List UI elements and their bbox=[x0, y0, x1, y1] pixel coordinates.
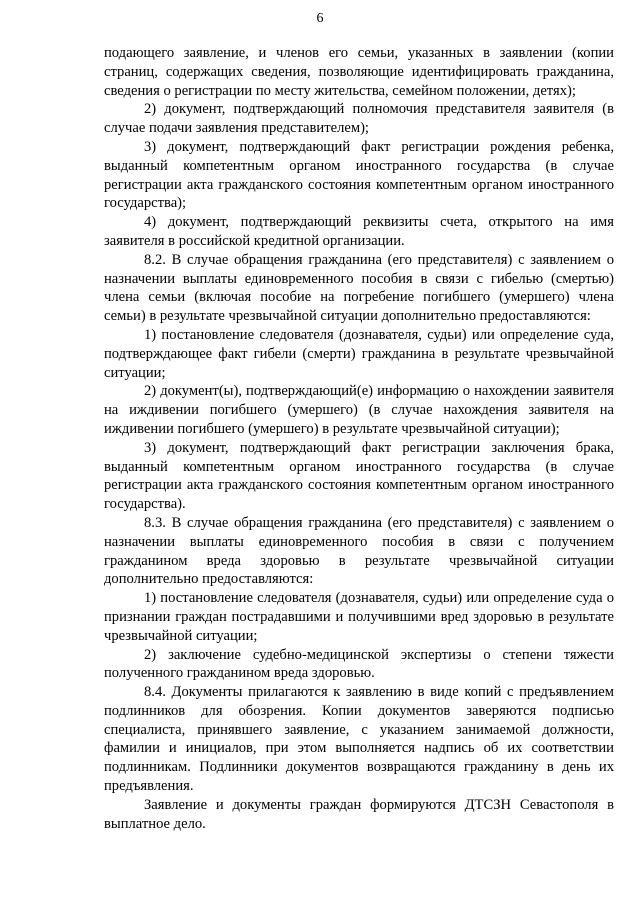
paragraph: 2) документ(ы), подтверждающий(е) информацию о нахождении заявителя на иждивении погибшего (умершего) (в случае нахождения заявителя на иждивении погибшего (умершего) в результате чрезвычайной ситуации); bbox=[104, 383, 614, 437]
paragraph: Заявление и документы граждан формируются ДТСЗН Севастополя в выплатное дело. bbox=[104, 796, 614, 832]
paragraph: 3) документ, подтверждающий факт регистрации заключения брака, выданный компетентным органом иностранного государства (в случае регистрации акта гражданского состояния компетентным органом иностранного государства). bbox=[104, 439, 614, 513]
paragraph: 1) постановление следователя (дознавателя, судьи) или определение суда, подтверждающее факт гибели (смерти) гражданина в результате чрезвычайной ситуации; bbox=[104, 326, 614, 381]
paragraph: 3) документ, подтверждающий факт регистрации рождения ребенка, выданный компетентным органом иностранного государства (в случае регистрации акта гражданского состояния компетентным органом иностранного государства); bbox=[104, 138, 614, 212]
paragraph: 2) документ, подтверждающий полномочия представителя заявителя (в случае подачи заявления представителем); bbox=[104, 101, 614, 137]
paragraph: 1) постановление следователя (дознавателя, судьи) или определение суда о признании граждан пострадавшими и получившими вред здоровью в результате чрезвычайной ситуации; bbox=[104, 590, 614, 644]
paragraph: 4) документ, подтверждающий реквизиты счета, открытого на имя заявителя в российской кредитной организации. bbox=[104, 214, 614, 249]
paragraph: 8.2. В случае обращения гражданина (его представителя) с заявлением о назначении выплаты единовременного пособия в связи с гибелью (смертью) члена семьи (включая пособие на погребение погибшего (умершего) члена семьи) в результате чрезвычайной ситуации дополнительно предоставляются: bbox=[104, 251, 614, 325]
paragraph: 8.4. Документы прилагаются к заявлению в виде копий с предъявлением подлинников для обозрения. Копии документов заверяются подписью специалиста, принявшего заявление, с указанием занимаемой должности, фамилии и инициалов, при этом выполняется надпись об их соответствии подлинникам. Подлинники документов возвращаются гражданину в день их предъявления. bbox=[104, 684, 614, 795]
page-number: 6 bbox=[316, 11, 324, 26]
paragraph: 8.3. В случае обращения гражданина (его представителя) с заявлением о назначении выплаты единовременного пособия в связи с получением гражданином вреда здоровью в результате чрезвычайной ситуации дополнительно предоставляются: bbox=[104, 514, 614, 588]
paragraph: 2) заключение судебно-медицинской экспертизы о степени тяжести полученного гражданином вреда здоровью. bbox=[104, 646, 614, 682]
document-body bbox=[104, 44, 614, 833]
paragraph: подающего заявление, и членов его семьи, указанных в заявлении (копии страниц, содержащих сведения, позволяющие идентифицировать гражданина, сведения о регистрации по месту жительства, семейном положении, детях); bbox=[104, 45, 614, 99]
